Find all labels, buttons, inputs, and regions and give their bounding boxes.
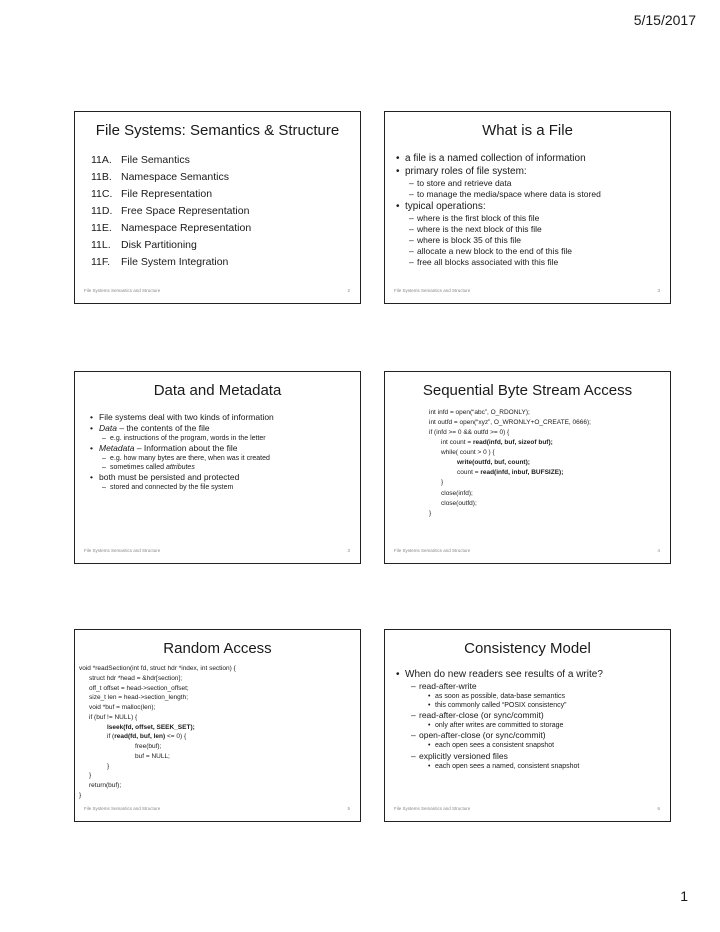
sub-bullet-item: – read-after-close (or sync/commit): [419, 710, 660, 721]
code-line: free(buf);: [135, 743, 162, 750]
slide-2: [384, 111, 671, 304]
bullet-item: • primary roles of file system:: [405, 165, 660, 178]
outline-item: 11E. Namespace Representation: [91, 222, 252, 234]
outline-list: [91, 152, 350, 271]
code-line: }: [107, 762, 110, 770]
slide-1: [74, 111, 361, 304]
outline-item: 11C. File Representation: [91, 188, 213, 200]
code-line: lseek(fd, offset, SEEK_SET);: [107, 723, 195, 731]
sub-bullet-item: – open-after-close (or sync/commit): [419, 730, 660, 741]
code-line: }: [79, 791, 82, 799]
code-block: [79, 664, 350, 801]
sub-bullet-item: – explicitly versioned files: [419, 751, 660, 762]
slide-footer: File Systems Semantics and Structure: [84, 548, 161, 553]
code-line: struct hdr *head = &hdr[section];: [89, 674, 183, 682]
slide-title: Sequential Byte Stream Access: [422, 382, 633, 399]
code-line: }: [441, 479, 444, 487]
sub-bullet-item: – stored and connected by the file system: [110, 483, 350, 492]
slide-3: [74, 371, 361, 564]
slide-number: 3: [347, 548, 350, 553]
bullet-item: • a file is a named collection of information: [405, 152, 660, 165]
sub-sub-bullet-item: • each open sees a consistent snapshot: [435, 741, 660, 750]
sub-bullet-item: – read-after-write: [419, 681, 660, 692]
code-line: size_t len = head->section_length;: [89, 694, 189, 702]
bullet-item: • both must be persisted and protected: [99, 472, 350, 483]
outline-item: 11L. Disk Partitioning: [91, 239, 197, 251]
slide-6: [384, 629, 671, 822]
outline-item: 11D. Free Space Representation: [91, 205, 250, 217]
code-line: write(outfd, buf, count);: [457, 459, 530, 467]
sub-bullet-item: – allocate a new block to the end of this file: [417, 246, 660, 257]
bullet-item: • Metadata – Information about the file: [99, 443, 350, 454]
slide-title: Consistency Model: [464, 640, 591, 657]
code-line: }: [429, 509, 432, 517]
sub-bullet-item: – e.g. how many bytes are there, when was it created: [110, 454, 350, 463]
outline-item: 11A. File Semantics: [91, 154, 190, 166]
slide-number: 4: [657, 548, 660, 553]
sub-bullet-item: – where is block 35 of this file: [417, 235, 660, 246]
code-line: if (read(fd, buf, len) <= 0) {: [107, 733, 187, 741]
bullet-item: • typical operations:: [405, 200, 660, 213]
slide-footer: File Systems Semantics and Structure: [84, 288, 161, 293]
code-line: int infd = open(“abc”, O_RDONLY);: [429, 409, 530, 416]
slide-title: File Systems: Semantics & Structure: [95, 122, 340, 139]
code-line: if (infd >= 0 && outfd >= 0) {: [429, 429, 510, 437]
slide-footer: File Systems Semantics and Structure: [84, 806, 161, 811]
slide-number: 2: [347, 288, 350, 293]
code-line: return(buf);: [89, 782, 122, 789]
code-line: if (buf != NULL) {: [89, 713, 138, 721]
slide-4: [384, 371, 671, 564]
slide-title: Data and Metadata: [153, 382, 282, 399]
bullet-item: • Data – the contents of the file: [99, 423, 350, 434]
sub-bullet-item: – e.g. instructions of the program, words in the letter: [110, 434, 350, 443]
code-line: off_t offset = head->section_offset;: [89, 684, 189, 692]
slide-number: 5: [347, 806, 350, 811]
code-line: count = read(infd, inbuf, BUFSIZE);: [457, 469, 564, 477]
sub-bullet-item: – to manage the media/space where data is stored: [417, 189, 660, 200]
sub-sub-bullet-item: • this commonly called “POSIX consistency”: [435, 701, 660, 710]
sub-bullet-item: – sometimes called attributes: [110, 463, 350, 472]
slide-number: 3: [657, 288, 660, 293]
sub-bullet-item: – where is the next block of this file: [417, 224, 660, 235]
slide-title: What is a File: [482, 122, 573, 139]
slide-footer: File Systems Semantics and Structure: [394, 806, 471, 811]
code-line: int count = read(infd, buf, sizeof buf);: [441, 439, 553, 447]
code-line: void *buf = malloc(len);: [89, 704, 156, 711]
slide-5: [74, 629, 361, 822]
code-line: while( count > 0 ) {: [441, 449, 495, 457]
sub-sub-bullet-item: • only after writes are committed to storage: [435, 721, 660, 730]
sub-sub-bullet-item: • as soon as possible, data-base semantics: [435, 692, 660, 701]
code-block: [429, 408, 660, 519]
sub-bullet-item: – where is the first block of this file: [417, 213, 660, 224]
slide-number: 6: [657, 806, 660, 811]
bullet-list: [405, 668, 660, 771]
bullet-list: [405, 152, 660, 268]
sub-sub-bullet-item: • each open sees a named, consistent snapshot: [435, 762, 660, 771]
page-number: 1: [680, 888, 688, 904]
slide-title: Random Access: [163, 640, 272, 657]
outline-item: 11B. Namespace Semantics: [91, 171, 229, 183]
bullet-list: [99, 412, 350, 493]
bullet-item: • File systems deal with two kinds of information: [99, 412, 350, 423]
bullet-item: • When do new readers see results of a write?: [405, 668, 660, 681]
code-line: void *readSection(int fd, struct hdr *index, int section) {: [79, 665, 236, 672]
slide-footer: File Systems Semantics and Structure: [394, 288, 471, 293]
code-line: int outfd = open(“xyz”, O_WRONLY+O_CREATE, 0666);: [429, 419, 591, 427]
code-line: buf = NULL;: [135, 752, 170, 760]
outline-item: 11F. File System Integration: [91, 256, 229, 268]
code-line: }: [89, 772, 92, 780]
page-date: 5/15/2017: [633, 12, 696, 28]
code-line: close(infd);: [441, 489, 473, 497]
sub-bullet-item: – free all blocks associated with this file: [417, 257, 660, 268]
sub-bullet-item: – to store and retrieve data: [417, 178, 660, 189]
slide-footer: File Systems Semantics and Structure: [394, 548, 471, 553]
code-line: close(outfd);: [441, 499, 477, 507]
